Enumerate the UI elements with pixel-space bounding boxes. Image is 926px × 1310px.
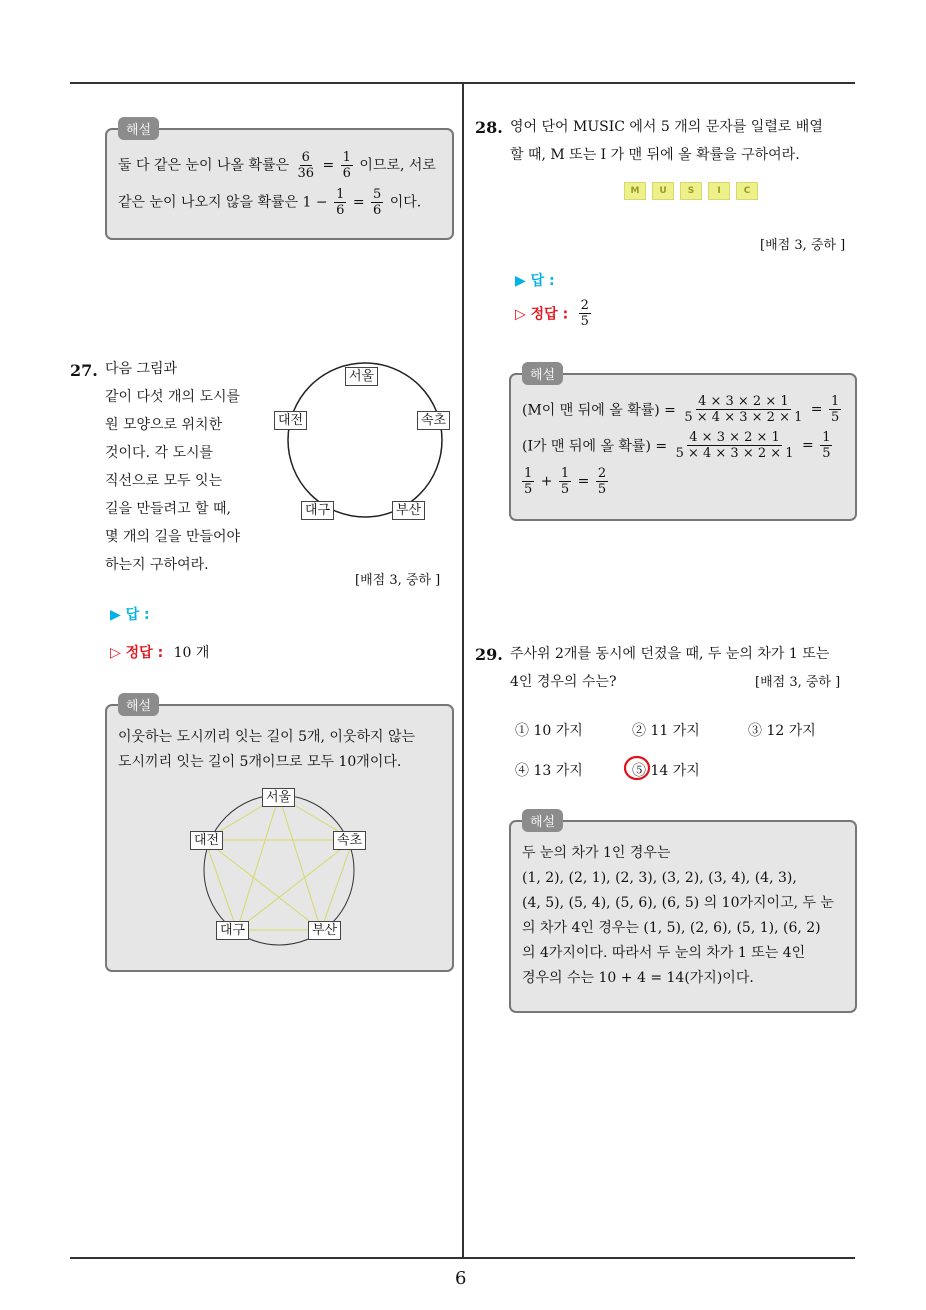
bottom-rule [70,1257,855,1259]
q28-number: 28. [475,118,503,137]
q26-solution-line2: 같은 눈이 나오지 않을 확률은 1 − $\frac{1}{6}$ = $\frac{5}{6}$ 이다. [118,187,422,218]
fraction: $\frac{5}{6}$ [373,187,382,218]
choice-2[interactable]: ② 11 가지 [632,723,700,739]
q27-number: 27. [70,361,98,380]
q26-solution-line1: 둘 다 같은 눈이 나올 확률은 $\frac{6}{36}$ = $\frac{1}{6}$ 이므로, 서로 [118,150,436,181]
city-seoul: 서울 [262,788,295,807]
q28-solution-line1: (M이 맨 뒤에 올 확률) = $\frac{4 \times 3 \times 2 \times 1}{5 \times 4 \times 3 \times 2 \times 1}$ = $\frac{1}{5}$ [522,394,840,425]
fraction: $\frac{1}{5}$ [560,466,570,497]
city-busan: 부산 [392,501,425,520]
city-seoul: 서울 [345,367,378,386]
q27-question-text: 다음 그림과 같이 다섯 개의 도시를 원 모양으로 위치한 것이다. 각 도시를 직선으로 모두 잇는 길을 만들려고 할 때, 몇 개의 길을 만들어야 하는지 구하여라. [105,361,241,573]
q29-solution-text: 두 눈의 차가 1인 경우는 (1, 2), (2, 1), (2, 3), (3, 2), (3, 4), (4, 3), (4, 5), (5, 4), (5, 6), (6, 5) 의 10가지이고, 두 눈 의 차가 4인 경우는 (1, 5), (2, 6), (5, 1), (6, 2) 의 4가지이다. 따라서 두 눈의 차가 1 또는 4인 경우의 수는 10 + 4 = 14(가지)이다. [522,845,834,986]
page-number: 6 [455,1268,467,1289]
q29-solution-tag: 해설 [522,809,563,832]
music-letter-tiles [624,182,758,200]
q27-solution-tag: 해설 [118,693,159,716]
q29-score: [배점 3, 중하 ] [755,675,841,690]
q29-question-text: 주사위 2개를 동시에 던졌을 때, 두 눈의 차가 1 또는 4인 경우의 수는? [510,646,830,690]
q27-correct-answer: ▷ 정답 : 10 개 [110,645,210,661]
q27-score: [배점 3, 중하 ] [355,573,441,588]
q26-solution-tag: 해설 [118,117,159,140]
fraction: $\frac{2}{5}$ [597,466,607,497]
letter-tile: U [652,182,674,200]
column-divider [462,84,464,1258]
letter-tile: M [624,182,646,200]
q27-solution-line1: 이웃하는 도시끼리 잇는 길이 5개, 이웃하지 않는 [118,729,416,745]
letter-tile: S [680,182,702,200]
city-sokcho: 속초 [333,831,366,850]
fraction: $\frac{1}{5}$ [831,394,840,425]
letter-tile: C [736,182,758,200]
city-daejeon: 대전 [190,831,223,850]
choice-5[interactable]: ⑤ 14 가지 [632,763,700,779]
letter-tile: I [708,182,730,200]
city-busan: 부산 [308,921,341,940]
city-sokcho: 속초 [417,411,450,430]
fraction: $\frac{4 \times 3 \times 2 \times 1}{5 \times 4 \times 3 \times 2 \times 1}$ [684,394,803,425]
answer-circle-mark [623,754,653,782]
city-daegu: 대구 [216,921,249,940]
q26-solution-box [105,128,454,240]
q27-solution-line2: 도시끼리 잇는 길이 5개이므로 모두 10개이다. [118,754,402,770]
city-daejeon: 대전 [274,411,307,430]
q28-question-text: 영어 단어 MUSIC 에서 5 개의 문자를 일렬로 배열 할 때, M 또는 I 가 맨 뒤에 올 확률을 구하여라. [510,119,823,163]
fraction: $\frac{1}{5}$ [822,430,831,461]
q28-solution-line2: (I가 맨 뒤에 올 확률) = $\frac{4 \times 3 \times 2 \times 1}{5 \times 4 \times 3 \times 2 \times 1}$ = $\frac{1}{5}$ [522,430,831,461]
fraction: $\frac{4 \times 3 \times 2 \times 1}{5 \times 4 \times 3 \times 2 \times 1}$ [675,430,794,461]
city-daegu: 대구 [301,501,334,520]
q28-solution-line3: $\frac{1}{5}$ + $\frac{1}{5}$ = $\frac{2}{5}$ [524,466,607,497]
q28-answer-label: ▶ 답 : [515,273,555,289]
choice-4[interactable]: ④ 13 가지 [515,763,583,779]
fraction: $\frac{1}{6}$ [342,150,351,181]
fraction: $\frac{2}{5}$ [580,298,589,329]
q28-score: [배점 3, 중하 ] [760,238,846,253]
fraction: $\frac{1}{5}$ [524,466,533,497]
fraction: $\frac{6}{36}$ [297,150,315,181]
choice-1[interactable]: ① 10 가지 [515,723,583,739]
q28-correct-answer: ▷ 정답 : $\frac{2}{5}$ [515,298,589,329]
q29-number: 29. [475,645,503,664]
q28-solution-tag: 해설 [522,362,563,385]
q27-answer-label: ▶ 답 : [110,607,150,623]
fraction: $\frac{1}{6}$ [336,187,345,218]
choice-3[interactable]: ③ 12 가지 [748,723,816,739]
